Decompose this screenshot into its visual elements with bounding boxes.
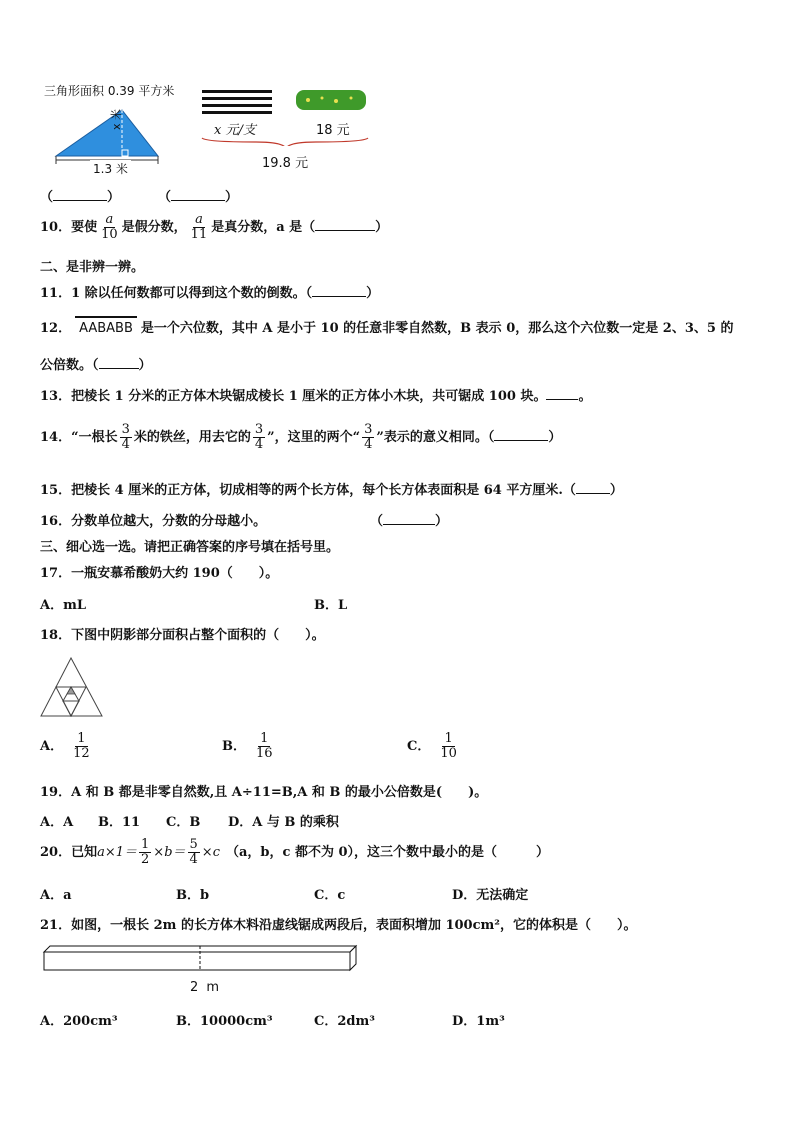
question-13: 13．把棱长 1 分米的正方体木块锯成棱长 1 厘米的正方体小木块，共可锯成 100 块。 。 — [40, 389, 592, 404]
box-price-label: 18 元 — [316, 123, 350, 138]
q10-answer-blank[interactable] — [315, 218, 375, 231]
triangle-base-label: 1.3 米 — [90, 160, 131, 177]
question-12: 12． AABABB 是一个六位数，其中 A 是小于 10 的任意非零自然数，B 表示 0，那么这个六位数一定是 2、3、5 的 — [40, 316, 733, 336]
q20-option-d[interactable]: D．无法确定 — [452, 888, 529, 903]
q18-option-c[interactable]: C． $\frac{1}{10}$ — [407, 731, 457, 761]
question-14: 14．“一根长 $\frac{3}{4}$ 米的铁丝，用去它的 $\frac{3}{4}$ ”，这里的两个“ $\frac{3}{4}$ ”表示的意义相同。（ ） — [40, 422, 562, 452]
q11-answer-blank[interactable] — [312, 284, 366, 297]
q21-option-a[interactable]: A．200cm³ — [40, 1014, 118, 1029]
q9-blank-2[interactable]: （ ） — [158, 190, 239, 205]
q21-option-b[interactable]: B．10000cm³ — [176, 1014, 273, 1029]
q21-option-d[interactable]: D．1m³ — [452, 1014, 505, 1029]
q14-answer-blank[interactable] — [494, 428, 548, 441]
q15-answer-blank[interactable] — [576, 481, 610, 494]
cuboid-length-label: 2 m — [190, 980, 222, 995]
q21-option-c[interactable]: C．2dm³ — [314, 1014, 375, 1029]
q17-option-a[interactable]: A．mL — [40, 598, 86, 613]
question-15: 15．把棱长 4 厘米的正方体，切成相等的两个长方体，每个长方体表面积是 64 平方厘米.（ ） — [40, 483, 623, 498]
q19-option-d[interactable]: D．A 与 B 的乘积 — [228, 815, 339, 830]
triangle-shaded-figure — [38, 654, 108, 720]
question-18: 18．下图中阴影部分面积占整个面积的（ ）。 — [40, 628, 325, 643]
triangle-height-label: x 米 — [110, 108, 123, 130]
q9-blank-1[interactable]: （ ） — [40, 190, 121, 205]
question-20: 20．已知a×1＝ $\frac{1}{2}$ ×b＝ $\frac{5}{4}$ ×c （a，b，c 都不为 0），这三个数中最小的是（ ） — [40, 837, 550, 867]
q19-option-c[interactable]: C．B — [166, 815, 201, 830]
section-3-heading: 三、细心选一选。请把正确答案的序号填在括号里。 — [40, 540, 340, 555]
q19-option-a[interactable]: A．A — [40, 815, 74, 830]
total-price-label: 19.8 元 — [262, 156, 309, 171]
question-19: 19．A 和 B 都是非零自然数,且 A÷11=B,A 和 B 的最小公倍数是( )。 — [40, 785, 488, 800]
q19-option-b[interactable]: B．11 — [98, 815, 141, 830]
q20-option-a[interactable]: A．a — [40, 888, 72, 903]
triangle-caption: 三角形面积 0.39 平方米 — [44, 84, 175, 98]
question-11: 11．1 除以任何数都可以得到这个数的倒数。（ ） — [40, 286, 380, 301]
cuboid-figure — [40, 942, 364, 974]
pen-price-label: x 元/支 — [214, 123, 256, 138]
q20-option-c[interactable]: C．c — [314, 888, 346, 903]
q16-answer[interactable]: （ ） — [370, 514, 449, 529]
question-21: 21．如图，一根长 2m 的长方体木料沿虚线锯成两段后，表面积增加 100cm²，它的体积是（ ）。 — [40, 918, 637, 933]
question-10: 10．要使 $\frac{a}{10}$ 是假分数， $\frac{a}{11}$ 是真分数，a 是（ ） — [40, 212, 389, 242]
question-12-line2: 公倍数。（ ） — [40, 358, 152, 373]
q12-answer-blank[interactable] — [99, 356, 139, 369]
q13-answer-blank[interactable] — [546, 387, 578, 400]
question-17: 17．一瓶安慕希酸奶大约 190（ ）。 — [40, 566, 279, 581]
q17-option-b[interactable]: B．L — [314, 598, 348, 613]
q18-option-b[interactable]: B． $\frac{1}{16}$ — [222, 731, 273, 761]
question-16: 16．分数单位越大，分数的分母越小。 — [40, 514, 267, 529]
q18-option-a[interactable]: A． $\frac{1}{12}$ — [40, 731, 90, 761]
section-2-heading: 二、是非辨一辨。 — [40, 260, 145, 275]
q20-option-b[interactable]: B．b — [176, 888, 210, 903]
